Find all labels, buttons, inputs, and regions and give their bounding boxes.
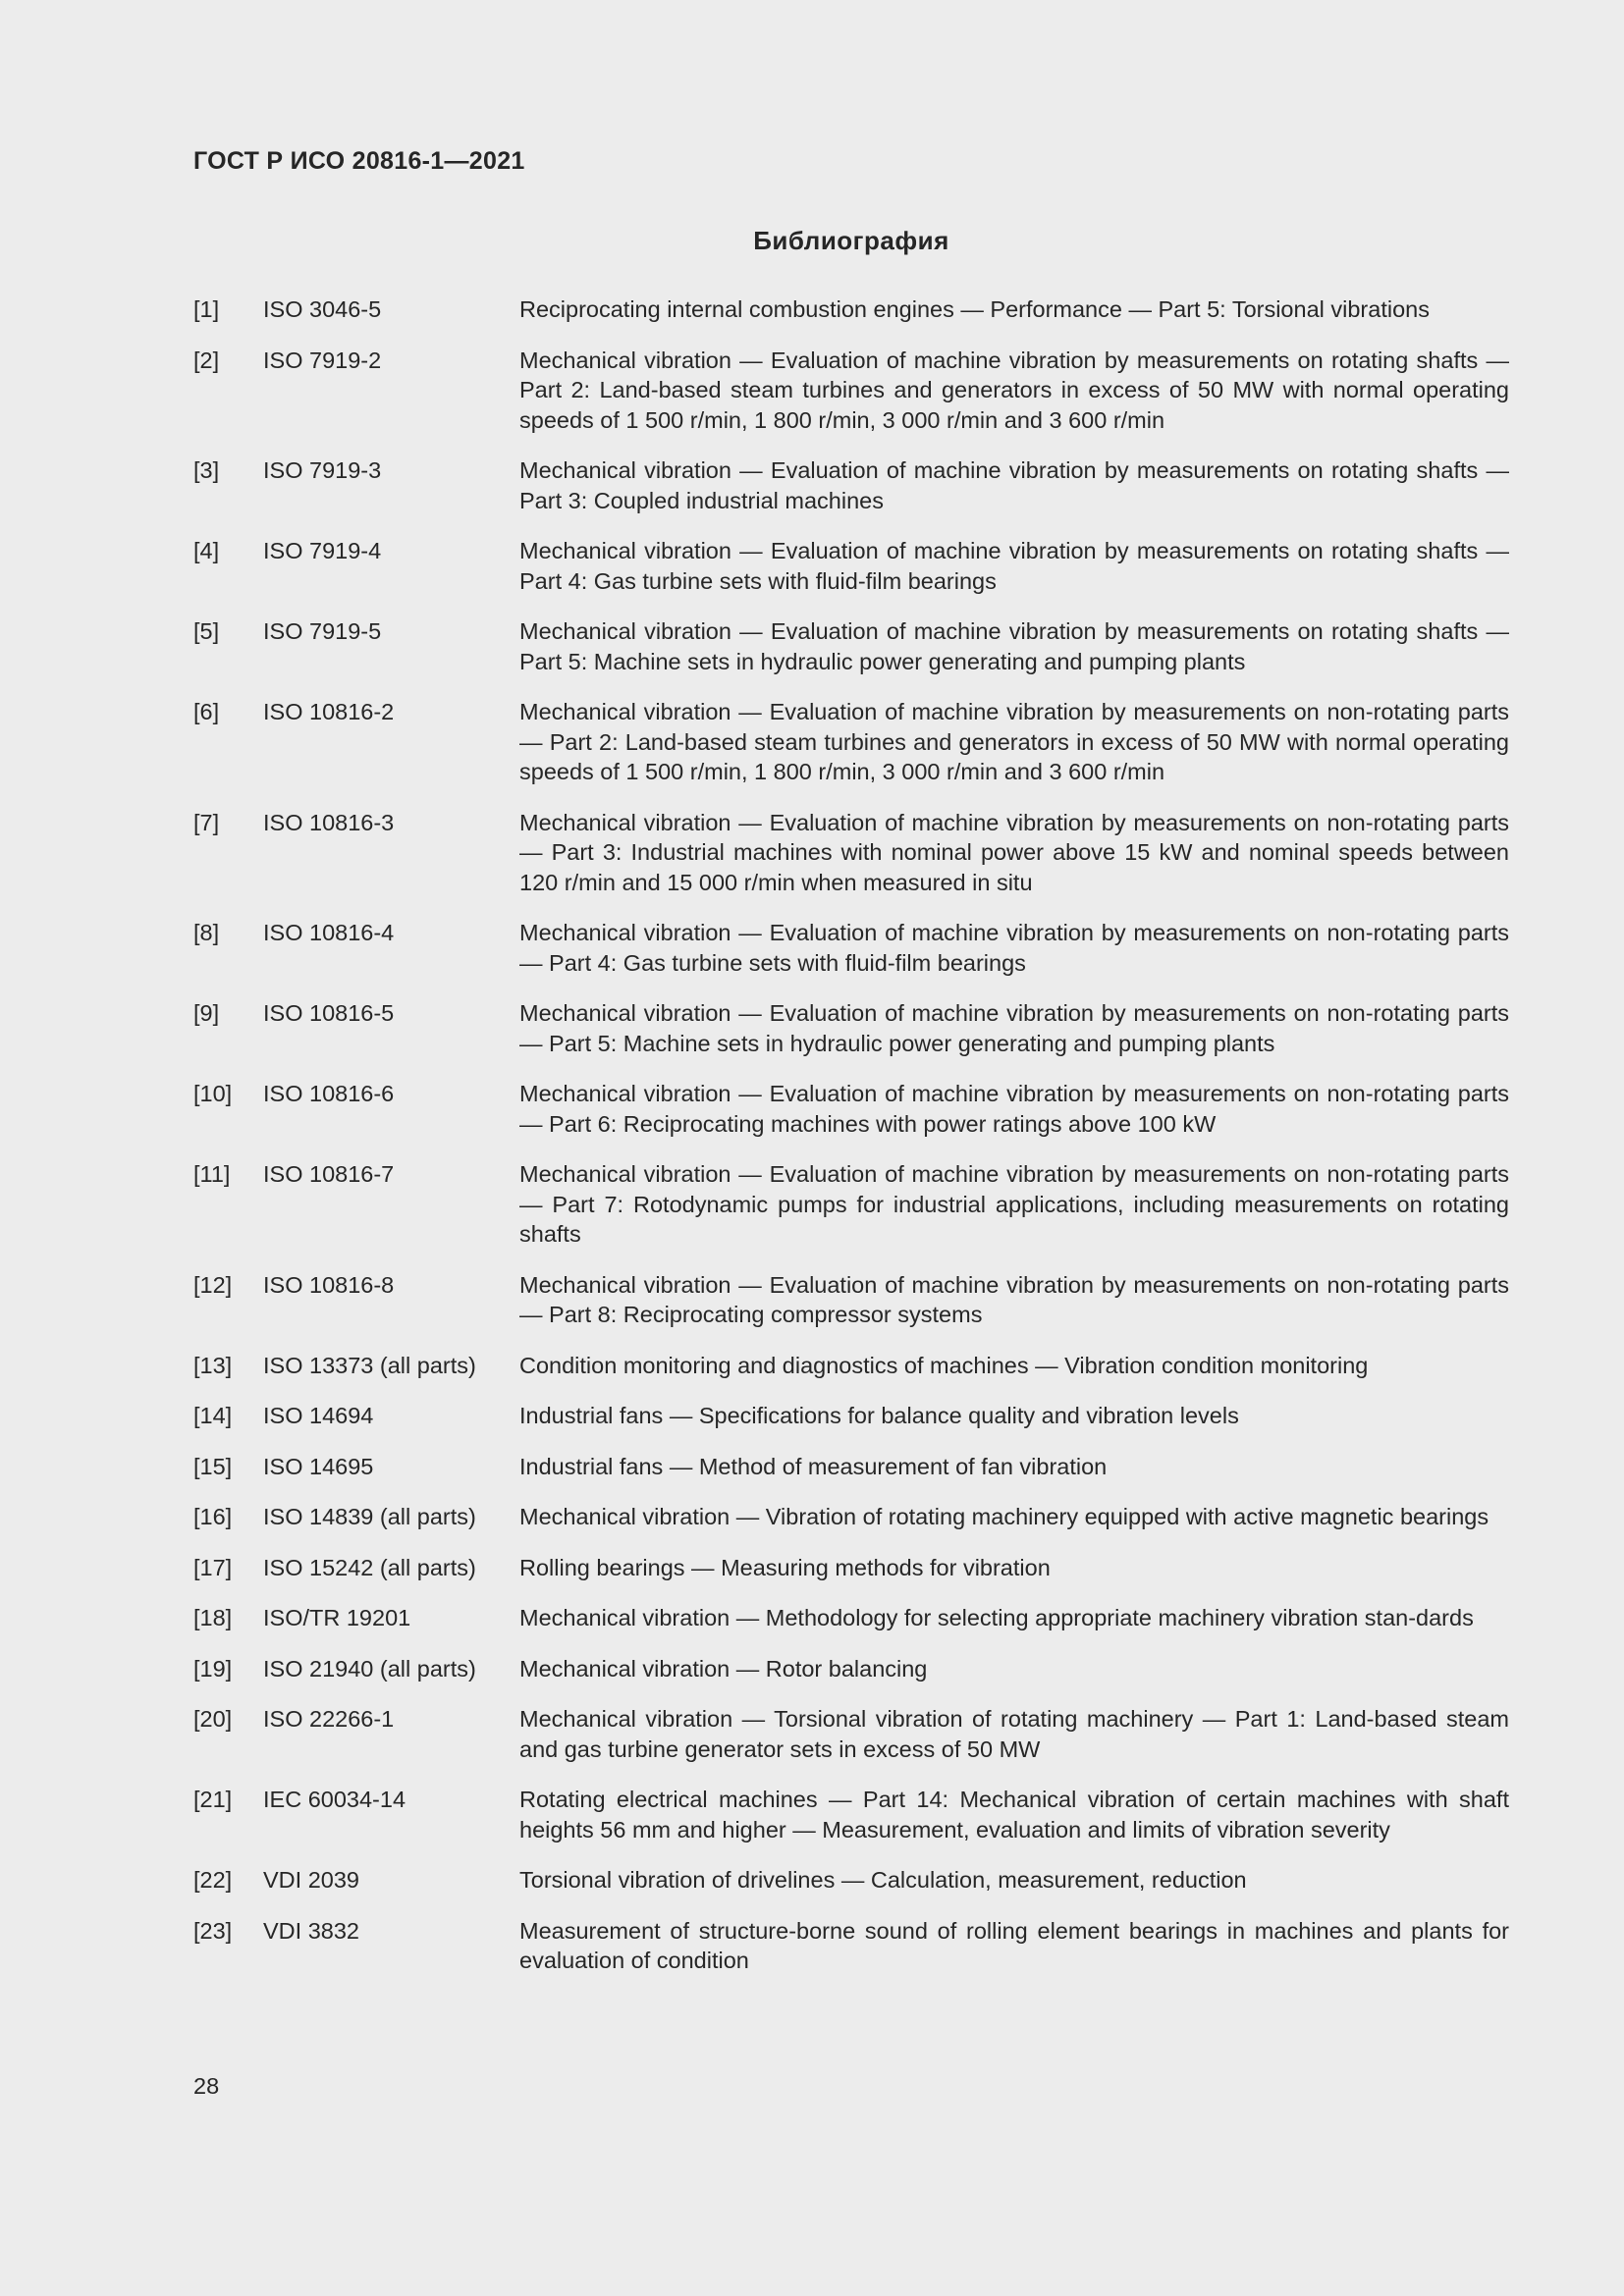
standard-title: Condition monitoring and diagnostics of machines — Vibration condition monitoring (519, 1352, 1369, 1378)
bibliography-entry (193, 697, 1509, 787)
bibliography-entry (193, 536, 1509, 596)
reference-number: [23] (193, 1917, 233, 1944)
reference-number: [19] (193, 1655, 233, 1682)
reference-number: [9] (193, 1000, 220, 1026)
reference-number: [21] (193, 1787, 233, 1812)
reference-number: [14] (193, 1403, 233, 1428)
standard-title: Torsional vibration of drivelines — Calculation, measurement, reduction (519, 1867, 1247, 1893)
standard-title: Mechanical vibration — Evaluation of machine vibration by measurements on non-rotating parts — Part 6: Reciprocating machines with power ratings above 100 kW (519, 1081, 1509, 1137)
bibliography-entry (193, 1159, 1509, 1250)
reference-number: [22] (193, 1867, 233, 1893)
bibliography-entry (193, 1603, 1509, 1633)
standard-code: ISO 10816-4 (263, 920, 395, 945)
bibliography-entry (193, 616, 1509, 676)
standard-title: Mechanical vibration — Evaluation of machine vibration by measurements on non-rotating parts — Part 7: Rotodynamic pumps for industrial applications, including measurements on rotating shafts (519, 1161, 1509, 1247)
standard-code: VDI 2039 (263, 1867, 359, 1893)
section-title: Библиография (753, 226, 949, 255)
standard-title: Mechanical vibration — Torsional vibration of rotating machinery — Part 1: Land-based steam and gas turbine generator sets in excess of 50 MW (519, 1706, 1509, 1762)
bibliography-list (193, 294, 1509, 1997)
standard-title: Mechanical vibration — Evaluation of machine vibration by measurements on rotating shafts — Part 2: Land-based steam turbines and generators in excess of 50 MW with normal operating speeds of 1 500 r/min, 1 800 r/min, 3 000 r/min and 3 600 r/min (519, 347, 1509, 433)
bibliography-entry (193, 1270, 1509, 1330)
bibliography-entry (193, 1079, 1509, 1139)
bibliography-entry (193, 346, 1509, 436)
reference-number: [10] (193, 1081, 233, 1106)
reference-number: [4] (193, 538, 220, 563)
bibliography-entry (193, 1654, 1509, 1684)
reference-number: [18] (193, 1605, 233, 1630)
reference-number: [7] (193, 809, 220, 835)
standard-code: ISO 7919-3 (263, 457, 382, 483)
bibliography-entry (193, 1553, 1509, 1583)
standard-title: Industrial fans — Method of measurement of fan vibration (519, 1453, 1108, 1479)
bibliography-entry (193, 1785, 1509, 1844)
standard-title: Rotating electrical machines — Part 14: Mechanical vibration of certain machines with shaft heights 56 mm and higher — Measurement, evaluation and limits of vibration severity (519, 1787, 1509, 1842)
reference-number: [3] (193, 457, 220, 483)
standard-title: Mechanical vibration — Evaluation of machine vibration by measurements on rotating shafts — Part 4: Gas turbine sets with fluid-film bearings (519, 538, 1509, 594)
bibliography-entry (193, 294, 1509, 325)
standard-code: ISO 14839 (all parts) (263, 1504, 476, 1529)
standard-code: ISO 13373 (all parts) (263, 1352, 476, 1378)
reference-number: [8] (193, 920, 220, 945)
page-number: 28 (193, 2073, 220, 2099)
bibliography-entry (193, 1865, 1509, 1896)
standard-code: IEC 60034-14 (263, 1787, 406, 1812)
reference-number: [13] (193, 1352, 233, 1378)
reference-number: [11] (193, 1161, 231, 1187)
standard-code: ISO 7919-5 (263, 618, 382, 644)
standard-title: Reciprocating internal combustion engines — Performance — Part 5: Torsional vibrations (519, 296, 1430, 322)
reference-number: [17] (193, 1554, 233, 1580)
standard-code: ISO 3046-5 (263, 296, 382, 322)
standard-code: VDI 3832 (263, 1917, 359, 1944)
standard-code: ISO 22266-1 (263, 1706, 395, 1732)
reference-number: [12] (193, 1271, 233, 1298)
reference-number: [6] (193, 699, 220, 724)
standard-title: Mechanical vibration — Vibration of rotating machinery equipped with active magnetic bearings (519, 1504, 1489, 1529)
bibliography-entry (193, 1916, 1509, 1976)
standard-title: Mechanical vibration — Evaluation of machine vibration by measurements on non-rotating parts — Part 8: Reciprocating compressor systems (519, 1271, 1509, 1327)
standard-title: Mechanical vibration — Evaluation of machine vibration by measurements on non-rotating parts — Part 5: Machine sets in hydraulic power generating and pumping plants (519, 1000, 1509, 1056)
standard-title: Mechanical vibration — Evaluation of machine vibration by measurements on rotating shafts — Part 3: Coupled industrial machines (519, 457, 1509, 513)
reference-number: [2] (193, 347, 220, 373)
reference-number: [20] (193, 1706, 233, 1732)
standard-title: Mechanical vibration — Methodology for selecting appropriate machinery vibration stan-dards (519, 1605, 1474, 1630)
reference-number: [5] (193, 618, 220, 644)
standard-title: Mechanical vibration — Evaluation of machine vibration by measurements on rotating shafts — Part 5: Machine sets in hydraulic power generating and pumping plants (519, 618, 1509, 674)
standard-code: ISO 10816-7 (263, 1161, 395, 1187)
standard-code: ISO 14695 (263, 1453, 374, 1479)
bibliography-entry (193, 455, 1509, 515)
standard-code: ISO 10816-8 (263, 1271, 395, 1298)
standard-code: ISO 10816-6 (263, 1081, 395, 1106)
standard-title: Mechanical vibration — Evaluation of machine vibration by measurements on non-rotating parts — Part 4: Gas turbine sets with fluid-film bearings (519, 920, 1509, 976)
bibliography-entry (193, 1401, 1509, 1431)
standard-title: Mechanical vibration — Evaluation of machine vibration by measurements on non-rotating parts — Part 3: Industrial machines with nominal power above 15 kW and nominal speeds between 120 r/min and 15 000 r/min when measured in situ (519, 809, 1509, 895)
standard-code: ISO 10816-2 (263, 699, 395, 724)
bibliography-entry (193, 1351, 1509, 1381)
bibliography-entry (193, 1502, 1509, 1532)
bibliography-entry (193, 1452, 1509, 1482)
standard-code: ISO 7919-4 (263, 538, 382, 563)
standard-code: ISO 14694 (263, 1403, 374, 1428)
standard-code: ISO 15242 (all parts) (263, 1554, 476, 1580)
document-code-header: ГОСТ Р ИСО 20816-1—2021 (193, 147, 525, 175)
reference-number: [1] (193, 296, 220, 322)
standard-title: Rolling bearings — Measuring methods for vibration (519, 1554, 1051, 1580)
standard-title: Industrial fans — Specifications for balance quality and vibration levels (519, 1403, 1239, 1428)
bibliography-entry (193, 998, 1509, 1058)
standard-title: Mechanical vibration — Rotor balancing (519, 1655, 928, 1682)
standard-title: Measurement of structure-borne sound of rolling element bearings in machines and plants for evaluation of condition (519, 1917, 1509, 1973)
standard-code: ISO 10816-3 (263, 809, 395, 835)
standard-code: ISO 10816-5 (263, 1000, 395, 1026)
bibliography-entry (193, 808, 1509, 898)
standard-code: ISO 21940 (all parts) (263, 1655, 476, 1682)
standard-code: ISO/TR 19201 (263, 1605, 411, 1630)
reference-number: [15] (193, 1453, 233, 1479)
bibliography-entry (193, 918, 1509, 978)
standard-title: Mechanical vibration — Evaluation of machine vibration by measurements on non-rotating parts — Part 2: Land-based steam turbines and generators in excess of 50 MW with normal operating speeds of 1 500 r/min, 1 800 r/min, 3 000 r/min and 3 600 r/min (519, 699, 1509, 784)
reference-number: [16] (193, 1504, 233, 1529)
standard-code: ISO 7919-2 (263, 347, 382, 373)
bibliography-entry (193, 1704, 1509, 1764)
